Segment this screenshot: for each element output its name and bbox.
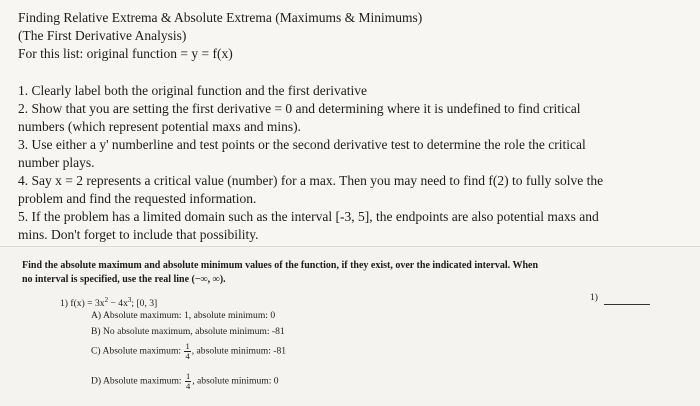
problem-instruction-cont: no interval is specified, use the real line (−∞, ∞). xyxy=(22,274,226,285)
fraction-denominator: 4 xyxy=(185,351,190,361)
step-2: 2. Show that you are setting the first derivative = 0 and determining where it is undefined to find critical xyxy=(18,101,581,116)
fraction-numerator: 1 xyxy=(186,371,191,381)
step-4: 4. Say x = 2 represents a critical value (number) for a max. Then you may need to find f(2) to fully solve the xyxy=(18,173,604,188)
fraction-denominator: 4 xyxy=(186,381,191,391)
option-d-suffix: , absolute minimum: 0 xyxy=(192,375,279,387)
function-mid: − 4x xyxy=(108,298,128,310)
answer-blank-line[interactable] xyxy=(604,304,650,305)
step-4-cont: problem and find the requested information. xyxy=(18,191,257,206)
option-d-prefix: D) Absolute maximum: xyxy=(91,375,184,387)
option-a[interactable]: A) Absolute maximum: 1, absolute minimum: 0 xyxy=(91,310,276,321)
problem-number: 1) xyxy=(60,298,68,310)
exponent-1: 2 xyxy=(104,296,109,304)
step-1: 1. Clearly label both the original function and the first derivative xyxy=(18,83,368,98)
page-subtitle: (The First Derivative Analysis) xyxy=(18,28,187,43)
step-3-cont: number plays. xyxy=(18,155,95,170)
option-b[interactable]: B) No absolute maximum, absolute minimum: -81 xyxy=(91,326,285,337)
list-intro: For this list: original function = y = f(x) xyxy=(18,46,233,61)
function-prefix: f(x) = 3x xyxy=(70,298,105,310)
option-d-fraction xyxy=(185,372,191,391)
exponent-2: 3 xyxy=(127,296,132,304)
option-c-prefix: C) Absolute maximum: xyxy=(91,345,184,357)
option-d[interactable] xyxy=(91,372,279,391)
answer-slot[interactable] xyxy=(590,291,650,305)
page-title: Finding Relative Extrema & Absolute Extrema (Maximums & Minimums) xyxy=(18,10,423,25)
problem-instruction: Find the absolute maximum and absolute minimum values of the function, if they exist, over the indicated interval. When xyxy=(22,260,539,271)
option-c[interactable] xyxy=(91,342,286,361)
option-c-fraction xyxy=(184,342,190,361)
step-2-cont: numbers (which represent potential maxs and mins). xyxy=(18,119,302,134)
fraction-numerator: 1 xyxy=(185,341,190,351)
step-5-cont: mins. Don't forget to include that possibility. xyxy=(18,227,259,242)
answer-label: 1) xyxy=(590,292,598,303)
step-3: 3. Use either a y' numberline and test points or the second derivative test to determine the role the critical xyxy=(18,137,586,152)
section-divider xyxy=(0,246,700,247)
option-c-suffix: , absolute minimum: -81 xyxy=(191,345,287,357)
function-interval: ; [0, 3] xyxy=(131,298,158,310)
step-5: 5. If the problem has a limited domain such as the interval [-3, 5], the endpoints are also potential maxs and xyxy=(18,209,599,224)
